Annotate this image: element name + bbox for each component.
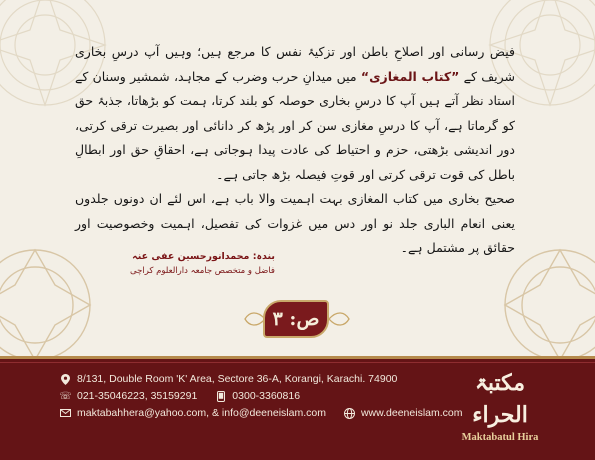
paragraph-1-rest: میں میدانِ حرب وضرب کے مجاہد، شمشیر وسنان کے استاد نظر آتے ہیں آپ کا درسِ بخاری حوصلہ کو بلند کرتا، ہمت کو بڑھاتا، جذبۂ حق کو گرماتا ہے، آپ کا درسِ مغازی سن کر اور پڑھ کر دانائی اور بصیرت ترقی کرتی، دور اندیشی بڑھتی، حزم و احتیاط کی عادت پیدا ہوجاتی ہے، احقاقِ حق اور ابطالِ باطل کی قوت ترقی کرتی اور قوتِ فیصلہ بڑھ جاتی ہے۔ xyxy=(75,68,515,182)
signature-title: فاضل و متخصص جامعہ دارالعلوم کراچی xyxy=(130,266,275,276)
website-text[interactable]: www.deeneislam.com xyxy=(360,407,463,419)
page-number-marker: ص: ۳ xyxy=(263,300,329,338)
logo-arabic-text: مکتبۃ الحراء xyxy=(472,370,528,428)
mobile-icon xyxy=(215,391,226,402)
mobile-text: 0300-3360816 xyxy=(232,390,301,402)
signature-name: بندہ: محمدانورحسین عفی عنہ xyxy=(132,251,275,262)
globe-icon xyxy=(344,408,355,419)
address-row xyxy=(60,373,397,385)
logo-english-text: Maktabatul Hira xyxy=(461,432,539,443)
paragraph-1-start: فیض رسانی اور اصلاحِ باطن اور تزکیۂ نفس کا مرجع ہیں؛ وہیں آپ درسِ بخاری شریف کے xyxy=(75,44,516,84)
footer-bar xyxy=(0,356,595,460)
phone-text: 021-35046223, 35159291 xyxy=(77,390,198,402)
contact-row xyxy=(60,407,463,419)
body-text xyxy=(75,40,515,261)
address-text: 8/131, Double Room 'K' Area, Sectore 36-A, Korangi, Karachi. 74900 xyxy=(77,373,398,385)
phone-row xyxy=(60,390,300,402)
email-icon xyxy=(60,408,71,419)
paragraph-2: صحیح بخاری میں کتاب المغازی بہت اہمیت والا باب ہے، اس لئے ان دونوں جلدوں یعنی انعام الباری جلد نو اور دس میں غزوات کی تفصیل، اہمیت وخصوصیت اور حقائق پر مشتمل ہے۔ xyxy=(75,191,515,255)
location-pin-icon xyxy=(60,374,71,385)
signature-block xyxy=(75,250,275,278)
book-title-highlight: ”کتاب المغازی“ xyxy=(360,68,460,84)
marker-ornament-icon xyxy=(329,308,351,330)
phone-icon: ☏ xyxy=(59,390,72,402)
marker-ornament-icon xyxy=(243,308,265,330)
paragraph-1 xyxy=(75,40,515,187)
publisher-logo xyxy=(455,367,545,443)
email-text[interactable]: maktabahhera@yahoo.com, & info@deeneislam.com xyxy=(77,407,326,419)
